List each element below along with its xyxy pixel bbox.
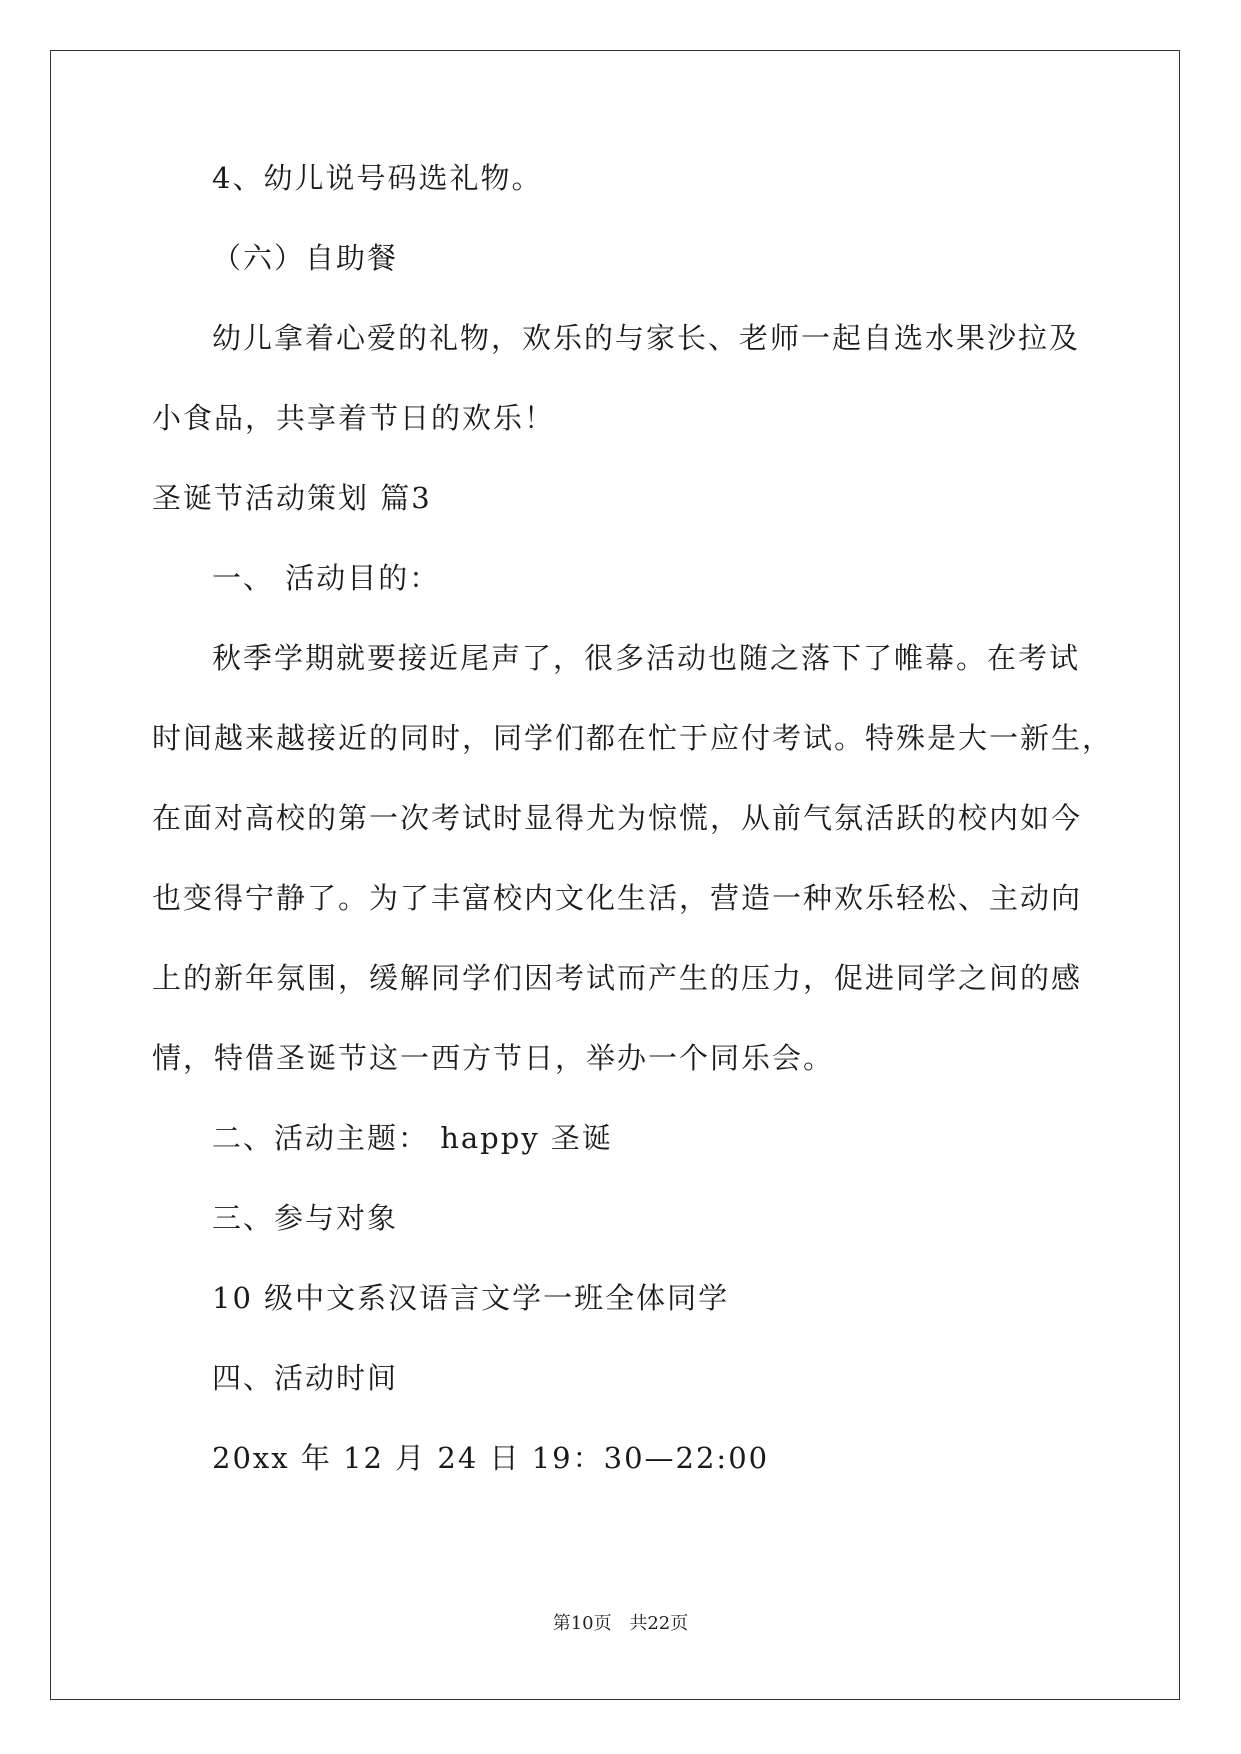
text-line: 上的新年氛围，缓解同学们因考试而产生的压力，促进同学之间的感 <box>152 961 1083 995</box>
text-line: 秋季学期就要接近尾声了，很多活动也随之落下了帷幕。在考试 <box>212 641 1081 675</box>
page-total: 共22页 <box>629 1613 689 1634</box>
text-line: 也变得宁静了。为了丰富校内文化生活，营造一种欢乐轻松、主动向 <box>152 881 1083 915</box>
section-heading: 四、活动时间 <box>212 1361 399 1395</box>
text-line: 10 级中文系汉语言文学一班全体同学 <box>212 1281 730 1315</box>
text-line: 小食品，共享着节日的欢乐！ <box>152 401 556 435</box>
section-heading: 二、活动主题： happy 圣诞 <box>212 1121 613 1155</box>
page-number: 第10页 <box>552 1613 612 1634</box>
page-footer <box>0 1612 1241 1636</box>
section-heading: 一、 活动目的： <box>212 561 441 595</box>
text-line: 在面对高校的第一次考试时显得尤为惊慌，从前气氛活跃的校内如今 <box>152 801 1083 835</box>
text-line: 幼儿拿着心爱的礼物，欢乐的与家长、老师一起自选水果沙拉及 <box>212 321 1081 355</box>
section-heading: （六）自助餐 <box>212 241 399 275</box>
text-line: 4、幼儿说号码选礼物。 <box>212 161 543 195</box>
article-title: 圣诞节活动策划 篇3 <box>152 481 432 515</box>
text-line: 20xx 年 12 月 24 日 19：30—22:00 <box>212 1441 770 1475</box>
text-line: 情，特借圣诞节这一西方节日，举办一个同乐会。 <box>152 1041 835 1075</box>
section-heading: 三、参与对象 <box>212 1201 399 1235</box>
text-line: 时间越来越接近的同时，同学们都在忙于应付考试。特殊是大一新生， <box>152 721 1114 755</box>
